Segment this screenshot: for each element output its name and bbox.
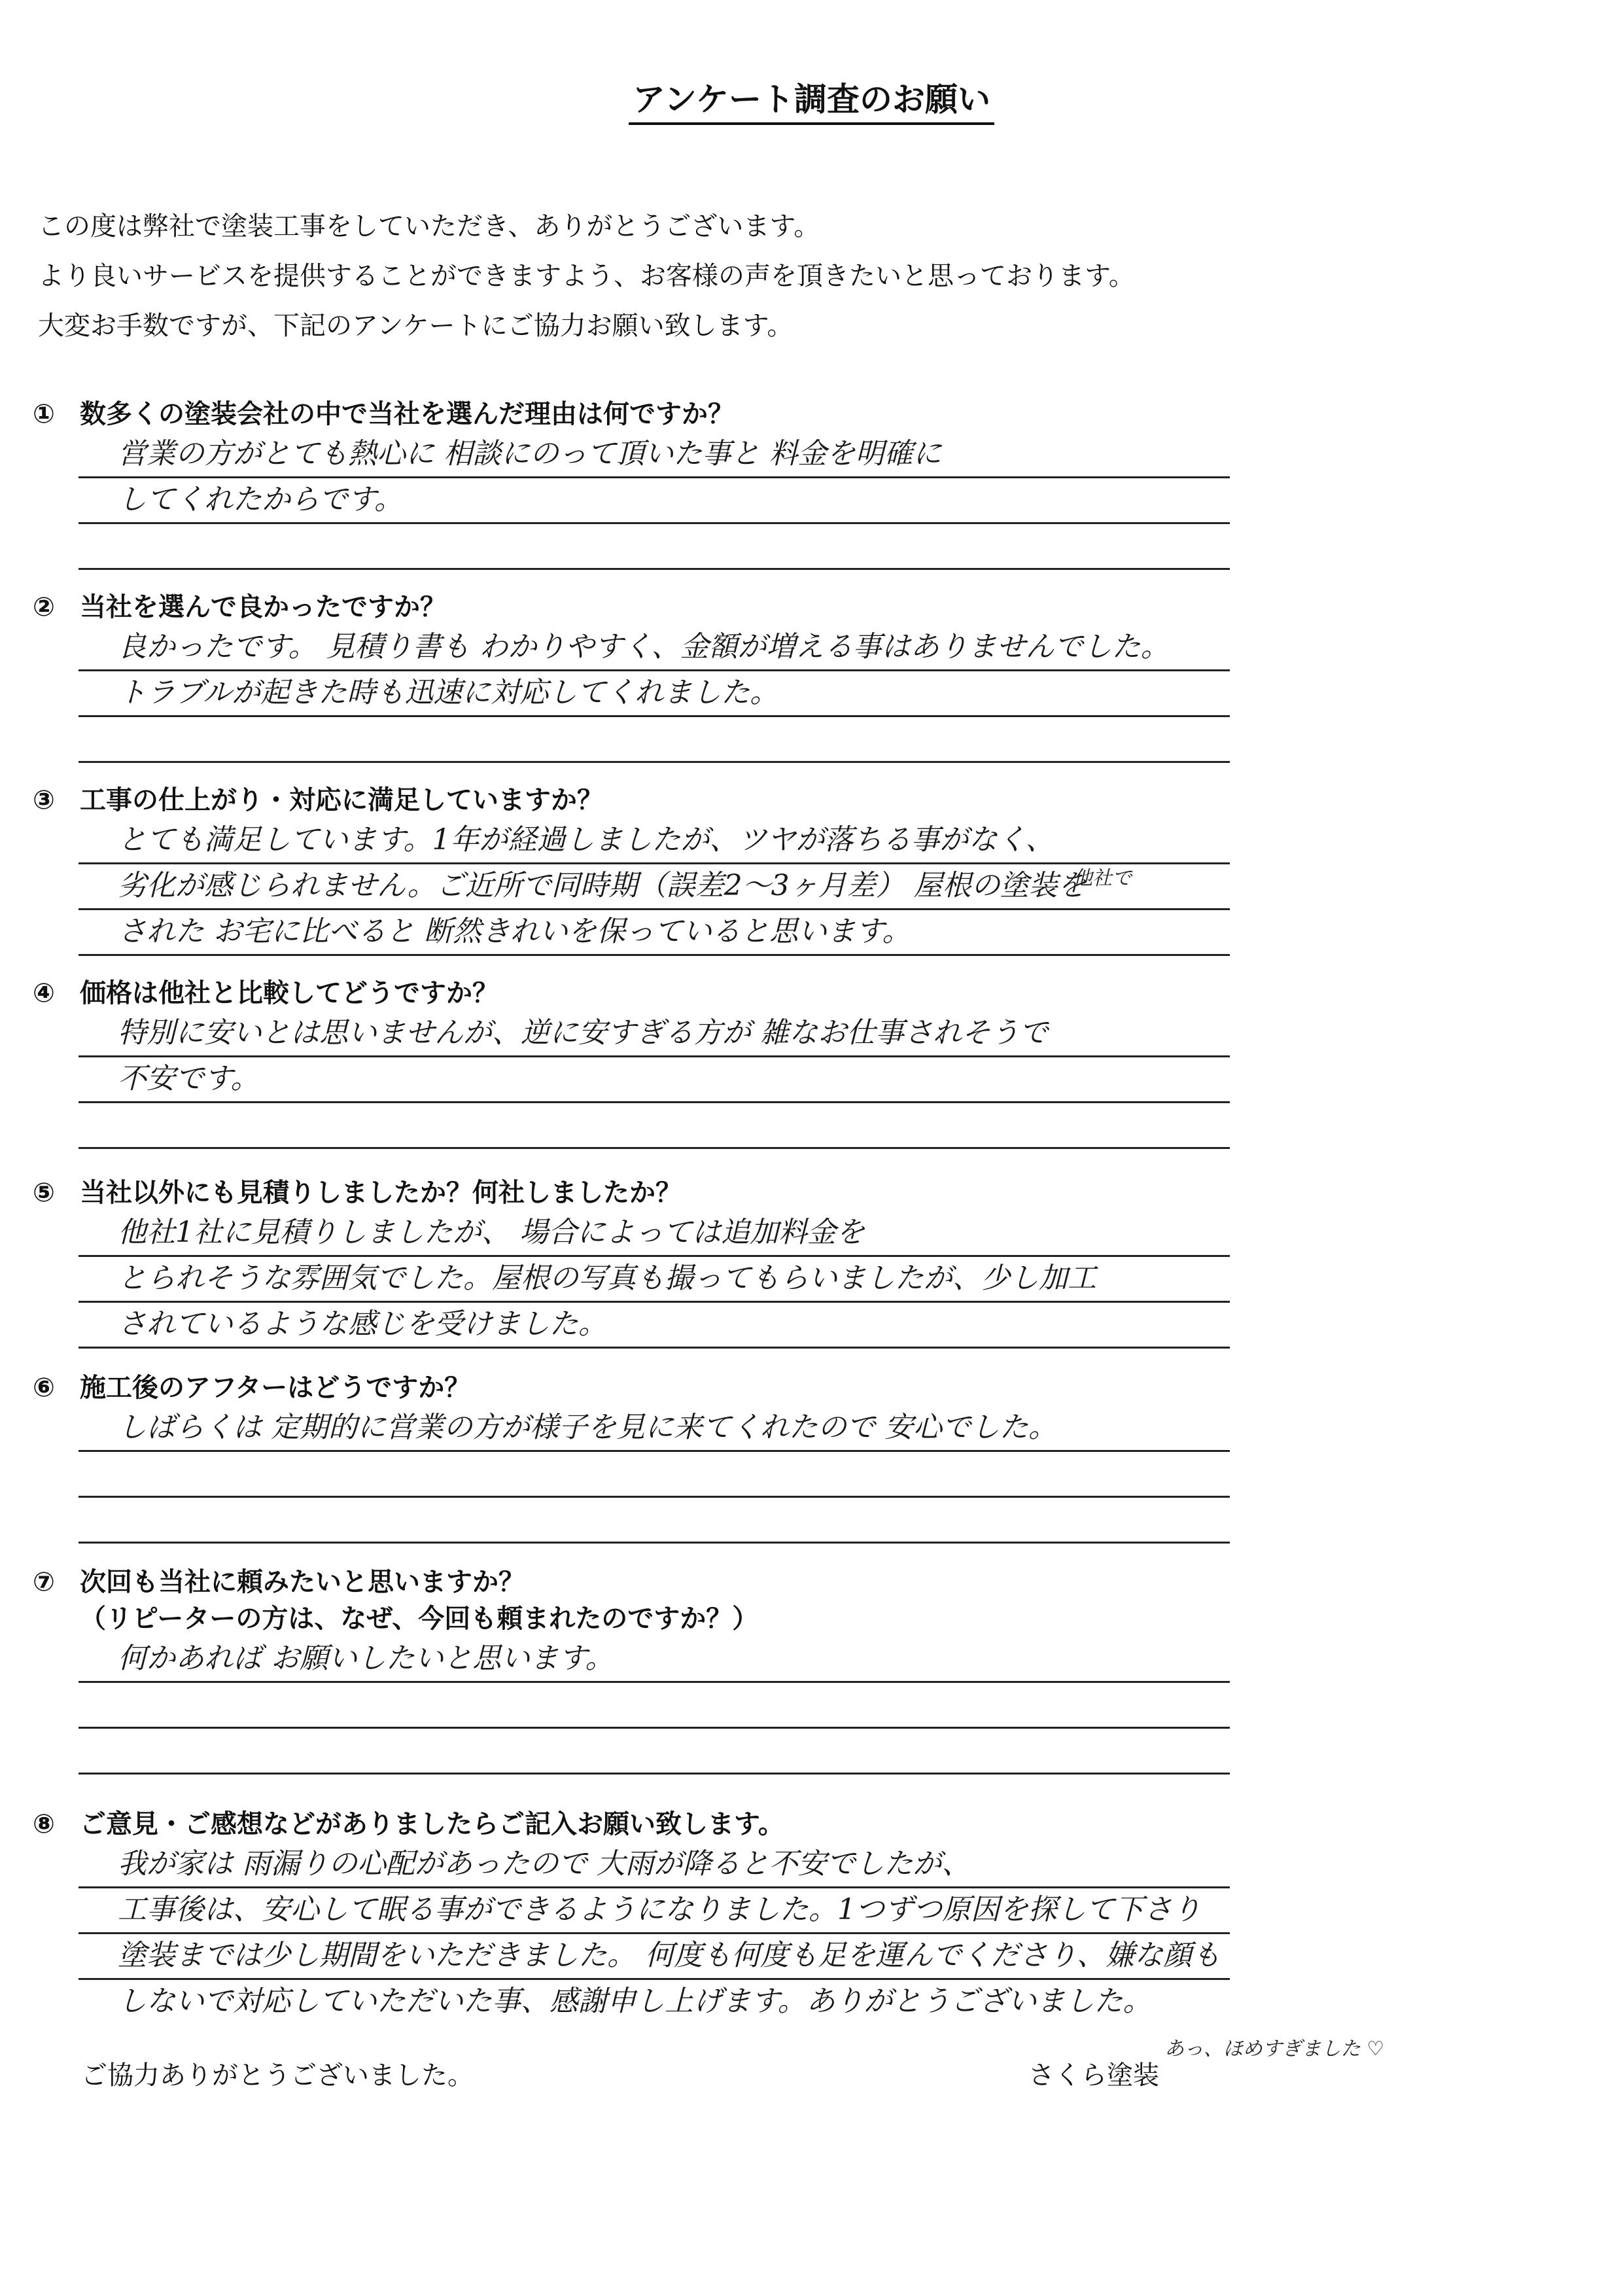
answer-line bbox=[79, 1103, 1230, 1149]
answer-line: 何かあれば お願いしたいと思います。 bbox=[79, 1637, 1230, 1683]
question-4 bbox=[33, 975, 1243, 1149]
answer-line: 良かったです。 見積り書も わかりやすく、金額が増える事はありませんでした。 bbox=[79, 626, 1230, 671]
answer-area-5 bbox=[79, 1211, 1230, 1349]
intro-line: 大変お手数ですが、下記のアンケートにご協力お願い致します。 bbox=[38, 311, 794, 341]
answer-line bbox=[79, 1683, 1230, 1729]
handwritten-note: あっ、ほめすぎました ♡ bbox=[1164, 2038, 1385, 2060]
answer-line: された お宅に比べると 断然きれいを保っていると思います。 bbox=[79, 910, 1230, 956]
question-1 bbox=[33, 396, 1243, 570]
answer-line bbox=[79, 717, 1230, 763]
answer-line: 特別に安いとは思いませんが、逆に安すぎる方が 雑なお仕事されそうで bbox=[79, 1012, 1230, 1057]
question-7-subheading: （リピーターの方は、なぜ、今回も頼まれたのですか？） bbox=[80, 1604, 759, 1634]
answer-line: 営業の方がとても熱心に 相談にのって頂いた事と 料金を明確に bbox=[79, 433, 1230, 478]
page-title: アンケート調査のお願い bbox=[0, 73, 1623, 120]
answer-line: 塗装までは少し期間をいただきました。 何度も何度も足を運んでくださり、嫌な顔も bbox=[79, 1934, 1230, 1980]
answer-line bbox=[79, 1729, 1230, 1775]
answer-line: されているような感じを受けました。 bbox=[79, 1303, 1230, 1349]
answer-line: 他社1社に見積りしましたが、 場合によっては追加料金を bbox=[79, 1211, 1230, 1257]
answer-line bbox=[79, 524, 1230, 570]
answer-area-4 bbox=[79, 1012, 1230, 1149]
answer-line: 劣化が感じられません。ご近所で同時期（誤差2～3ヶ月差） 屋根の塗装を bbox=[79, 864, 1230, 910]
answer-line: しないで対応していただいた事、感謝申し上げます。ありがとうございました。 bbox=[118, 1985, 1152, 2018]
question-7 bbox=[33, 1564, 1243, 1775]
answer-line: とられそうな雰囲気でした。屋根の写真も撮ってもらいましたが、少し加工 bbox=[79, 1257, 1230, 1303]
question-8 bbox=[33, 1806, 1385, 2060]
company-name: さくら塗装 bbox=[1028, 2060, 1159, 2091]
answer-line: トラブルが起きた時も迅速に対応してくれました。 bbox=[79, 671, 1230, 717]
answer-line bbox=[79, 1452, 1230, 1498]
answer-area-6 bbox=[79, 1406, 1230, 1544]
answer-line: しばらくは 定期的に営業の方が様子を見に来てくれたので 安心でした。 bbox=[79, 1406, 1230, 1452]
question-3 bbox=[33, 782, 1243, 956]
answer-area-8 bbox=[79, 1843, 1385, 2060]
intro-line: より良いサービスを提供することができますよう、お客様の声を頂きたいと思っております。 bbox=[38, 261, 1135, 291]
answer-line: 工事後は、安心して眠る事ができるようになりました。1つずつ原因を探して下さり bbox=[79, 1888, 1230, 1934]
question-8-heading: ⑧ ご意見・ご感想などがありましたらご記入お願い致します。 bbox=[33, 1809, 784, 1839]
question-4-heading: ④ 価格は他社と比較してどうですか？ bbox=[33, 978, 498, 1008]
intro-text bbox=[38, 202, 1543, 351]
answer-line: 我が家は 雨漏りの心配があったので 大雨が降ると不安でしたが、 bbox=[79, 1843, 1230, 1888]
answer-line bbox=[79, 1498, 1230, 1544]
question-2 bbox=[33, 589, 1243, 763]
question-3-heading: ③ 工事の仕上がり・対応に満足していますか？ bbox=[33, 785, 603, 815]
answer-area-3 bbox=[79, 819, 1230, 956]
question-5 bbox=[33, 1174, 1243, 1349]
footer-thanks: ご協力ありがとうございました。 bbox=[81, 2060, 474, 2091]
question-2-heading: ② 当社を選んで良かったですか？ bbox=[33, 592, 446, 622]
question-1-heading: ① 数多くの塗装会社の中で当社を選んだ理由は何ですか？ bbox=[33, 399, 734, 429]
answer-line: してくれたからです。 bbox=[79, 478, 1230, 524]
question-6-heading: ⑥ 施工後のアフターはどうですか？ bbox=[33, 1373, 471, 1403]
answer-area-2 bbox=[79, 626, 1230, 763]
answer-line: 不安です。 bbox=[79, 1057, 1230, 1103]
answer-area-7 bbox=[79, 1637, 1230, 1775]
question-5-heading: ⑤ 当社以外にも見積りしましたか？何社しましたか？ bbox=[33, 1178, 682, 1208]
intro-line: この度は弊社で塗装工事をしていただき、ありがとうございます。 bbox=[38, 211, 820, 241]
handwritten-note: 他社で bbox=[1073, 867, 1132, 890]
question-7-heading: ⑦ 次回も当社に頼みたいと思いますか？ bbox=[33, 1567, 525, 1597]
answer-line: とても満足しています。1年が経過しましたが、ツヤが落ちる事がなく、 bbox=[79, 819, 1230, 864]
answer-area-1 bbox=[79, 433, 1230, 570]
question-6 bbox=[33, 1369, 1243, 1544]
